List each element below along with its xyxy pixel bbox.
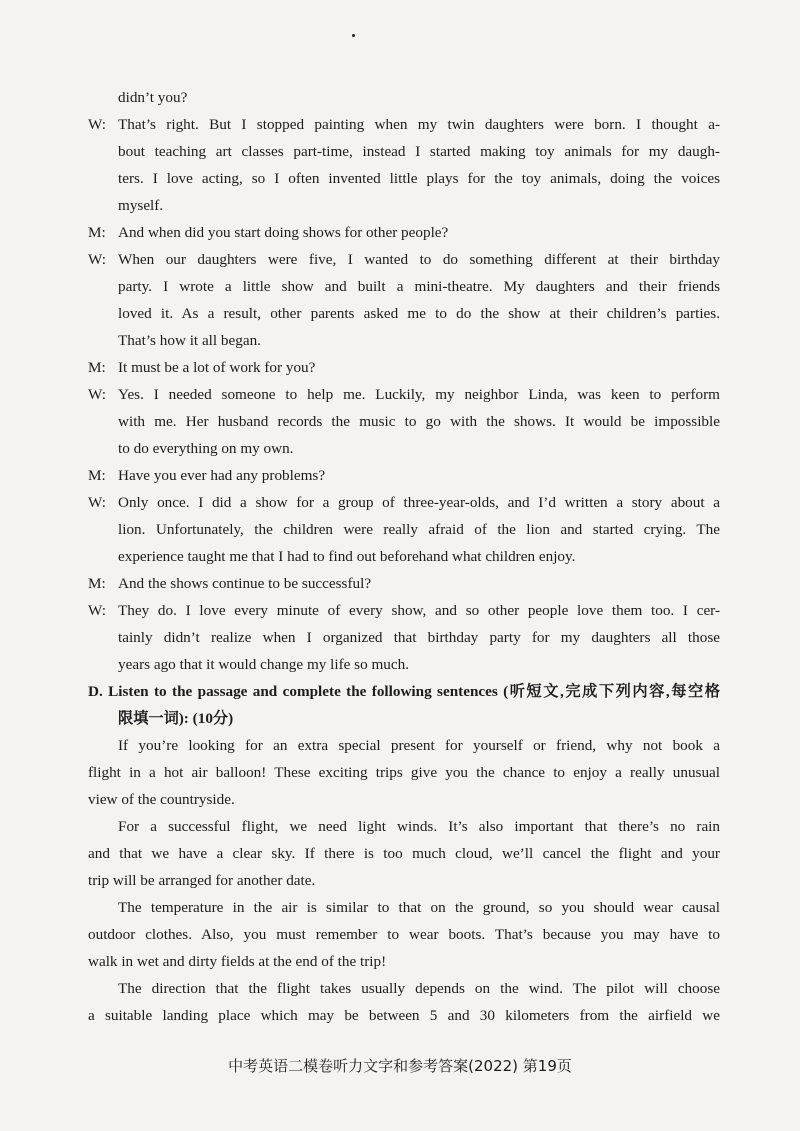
text-line: ters. I love acting, so I often invented little plays for the toy animals, doing the voices — [118, 170, 720, 187]
dialogue-line — [88, 381, 720, 408]
speck-mark — [352, 34, 355, 37]
dialogue-line — [88, 462, 720, 489]
dialogue-line — [88, 570, 720, 597]
text-line: a suitable landing place which may be between 5 and 30 kilometers from the airfield we — [88, 1007, 720, 1024]
text-line: didn’t you? — [118, 89, 188, 106]
text-line: If you’re looking for an extra special present for yourself or friend, why not book a — [118, 737, 720, 754]
text-line: to do everything on my own. — [118, 440, 294, 457]
text-line: The temperature in the air is similar to that on the ground, so you should wear causal — [118, 899, 720, 916]
line-text: That’s right. But I stopped painting when my twin daughters were born. I thought a- — [118, 116, 720, 133]
text-line: bout teaching art classes part-time, instead I started making toy animals for my daugh- — [118, 143, 720, 160]
dialogue-line — [88, 597, 720, 624]
text-line: That’s how it all began. — [118, 332, 261, 349]
dialogue-line — [88, 489, 720, 516]
text-line: The direction that the flight takes usually depends on the wind. The pilot will choose — [118, 980, 720, 997]
line-text: It must be a lot of work for you? — [118, 359, 316, 376]
line-text: Yes. I needed someone to help me. Luckily, my neighbor Linda, was keen to perform — [118, 386, 720, 403]
text-line: flight in a hot air balloon! These exciting trips give you the chance to enjoy a really unusual — [88, 764, 720, 781]
dialogue-line — [88, 111, 720, 138]
text-line: myself. — [118, 197, 164, 214]
text-line: experience taught me that I had to find out beforehand what children enjoy. — [118, 548, 576, 565]
text-line: trip will be arranged for another date. — [88, 872, 316, 889]
page-footer: 中考英语二模卷听力文字和参考答案(2022) 第19页 — [228, 1057, 572, 1075]
line-text: And the shows continue to be successful? — [118, 575, 372, 592]
speaker-label: M: — [88, 467, 106, 484]
line-text: When our daughters were five, I wanted to do something different at their birthday — [118, 251, 720, 268]
line-text: Have you ever had any problems? — [118, 467, 326, 484]
speaker-label: M: — [88, 359, 106, 376]
speaker-label: W: — [88, 116, 106, 133]
dialogue-line — [88, 219, 720, 246]
text-line: loved it. As a result, other parents asked me to do the show at their children’s parties. — [118, 305, 720, 322]
line-text: They do. I love every minute of every show, and so other people love them too. I cer- — [118, 602, 720, 619]
text-line: lion. Unfortunately, the children were really afraid of the lion and started crying. The — [118, 521, 720, 538]
document-body — [88, 84, 720, 1029]
speaker-label: M: — [88, 575, 106, 592]
dialogue-line — [88, 354, 720, 381]
text-line: walk in wet and dirty fields at the end of the trip! — [88, 953, 387, 970]
speaker-label: W: — [88, 251, 106, 268]
text-line: tainly didn’t realize when I organized that birthday party for my daughters all those — [118, 629, 720, 646]
text-line: outdoor clothes. Also, you must remember to wear boots. That’s because you may have to — [88, 926, 720, 943]
speaker-label: M: — [88, 224, 106, 241]
text-line: with me. Her husband records the music to go with the shows. It would be impossible — [118, 413, 720, 430]
text-line: D. Listen to the passage and complete the following sentences (听短文,完成下列内容,每空格 — [88, 683, 720, 700]
speaker-label: W: — [88, 494, 106, 511]
text-line: For a successful flight, we need light winds. It’s also important that there’s no rain — [118, 818, 720, 835]
text-line: party. I wrote a little show and built a mini-theatre. My daughters and their friends — [118, 278, 720, 295]
speaker-label: W: — [88, 386, 106, 403]
line-text: And when did you start doing shows for other people? — [118, 224, 449, 241]
dialogue-line — [88, 246, 720, 273]
text-line: years ago that it would change my life so much. — [118, 656, 410, 673]
text-line: view of the countryside. — [88, 791, 235, 808]
speaker-label: W: — [88, 602, 106, 619]
text-line: and that we have a clear sky. If there is too much cloud, we’ll cancel the flight and your — [88, 845, 720, 862]
text-line: 限填一词): (10分) — [118, 710, 234, 727]
line-text: Only once. I did a show for a group of three-year-olds, and I’d written a story about a — [118, 494, 720, 511]
